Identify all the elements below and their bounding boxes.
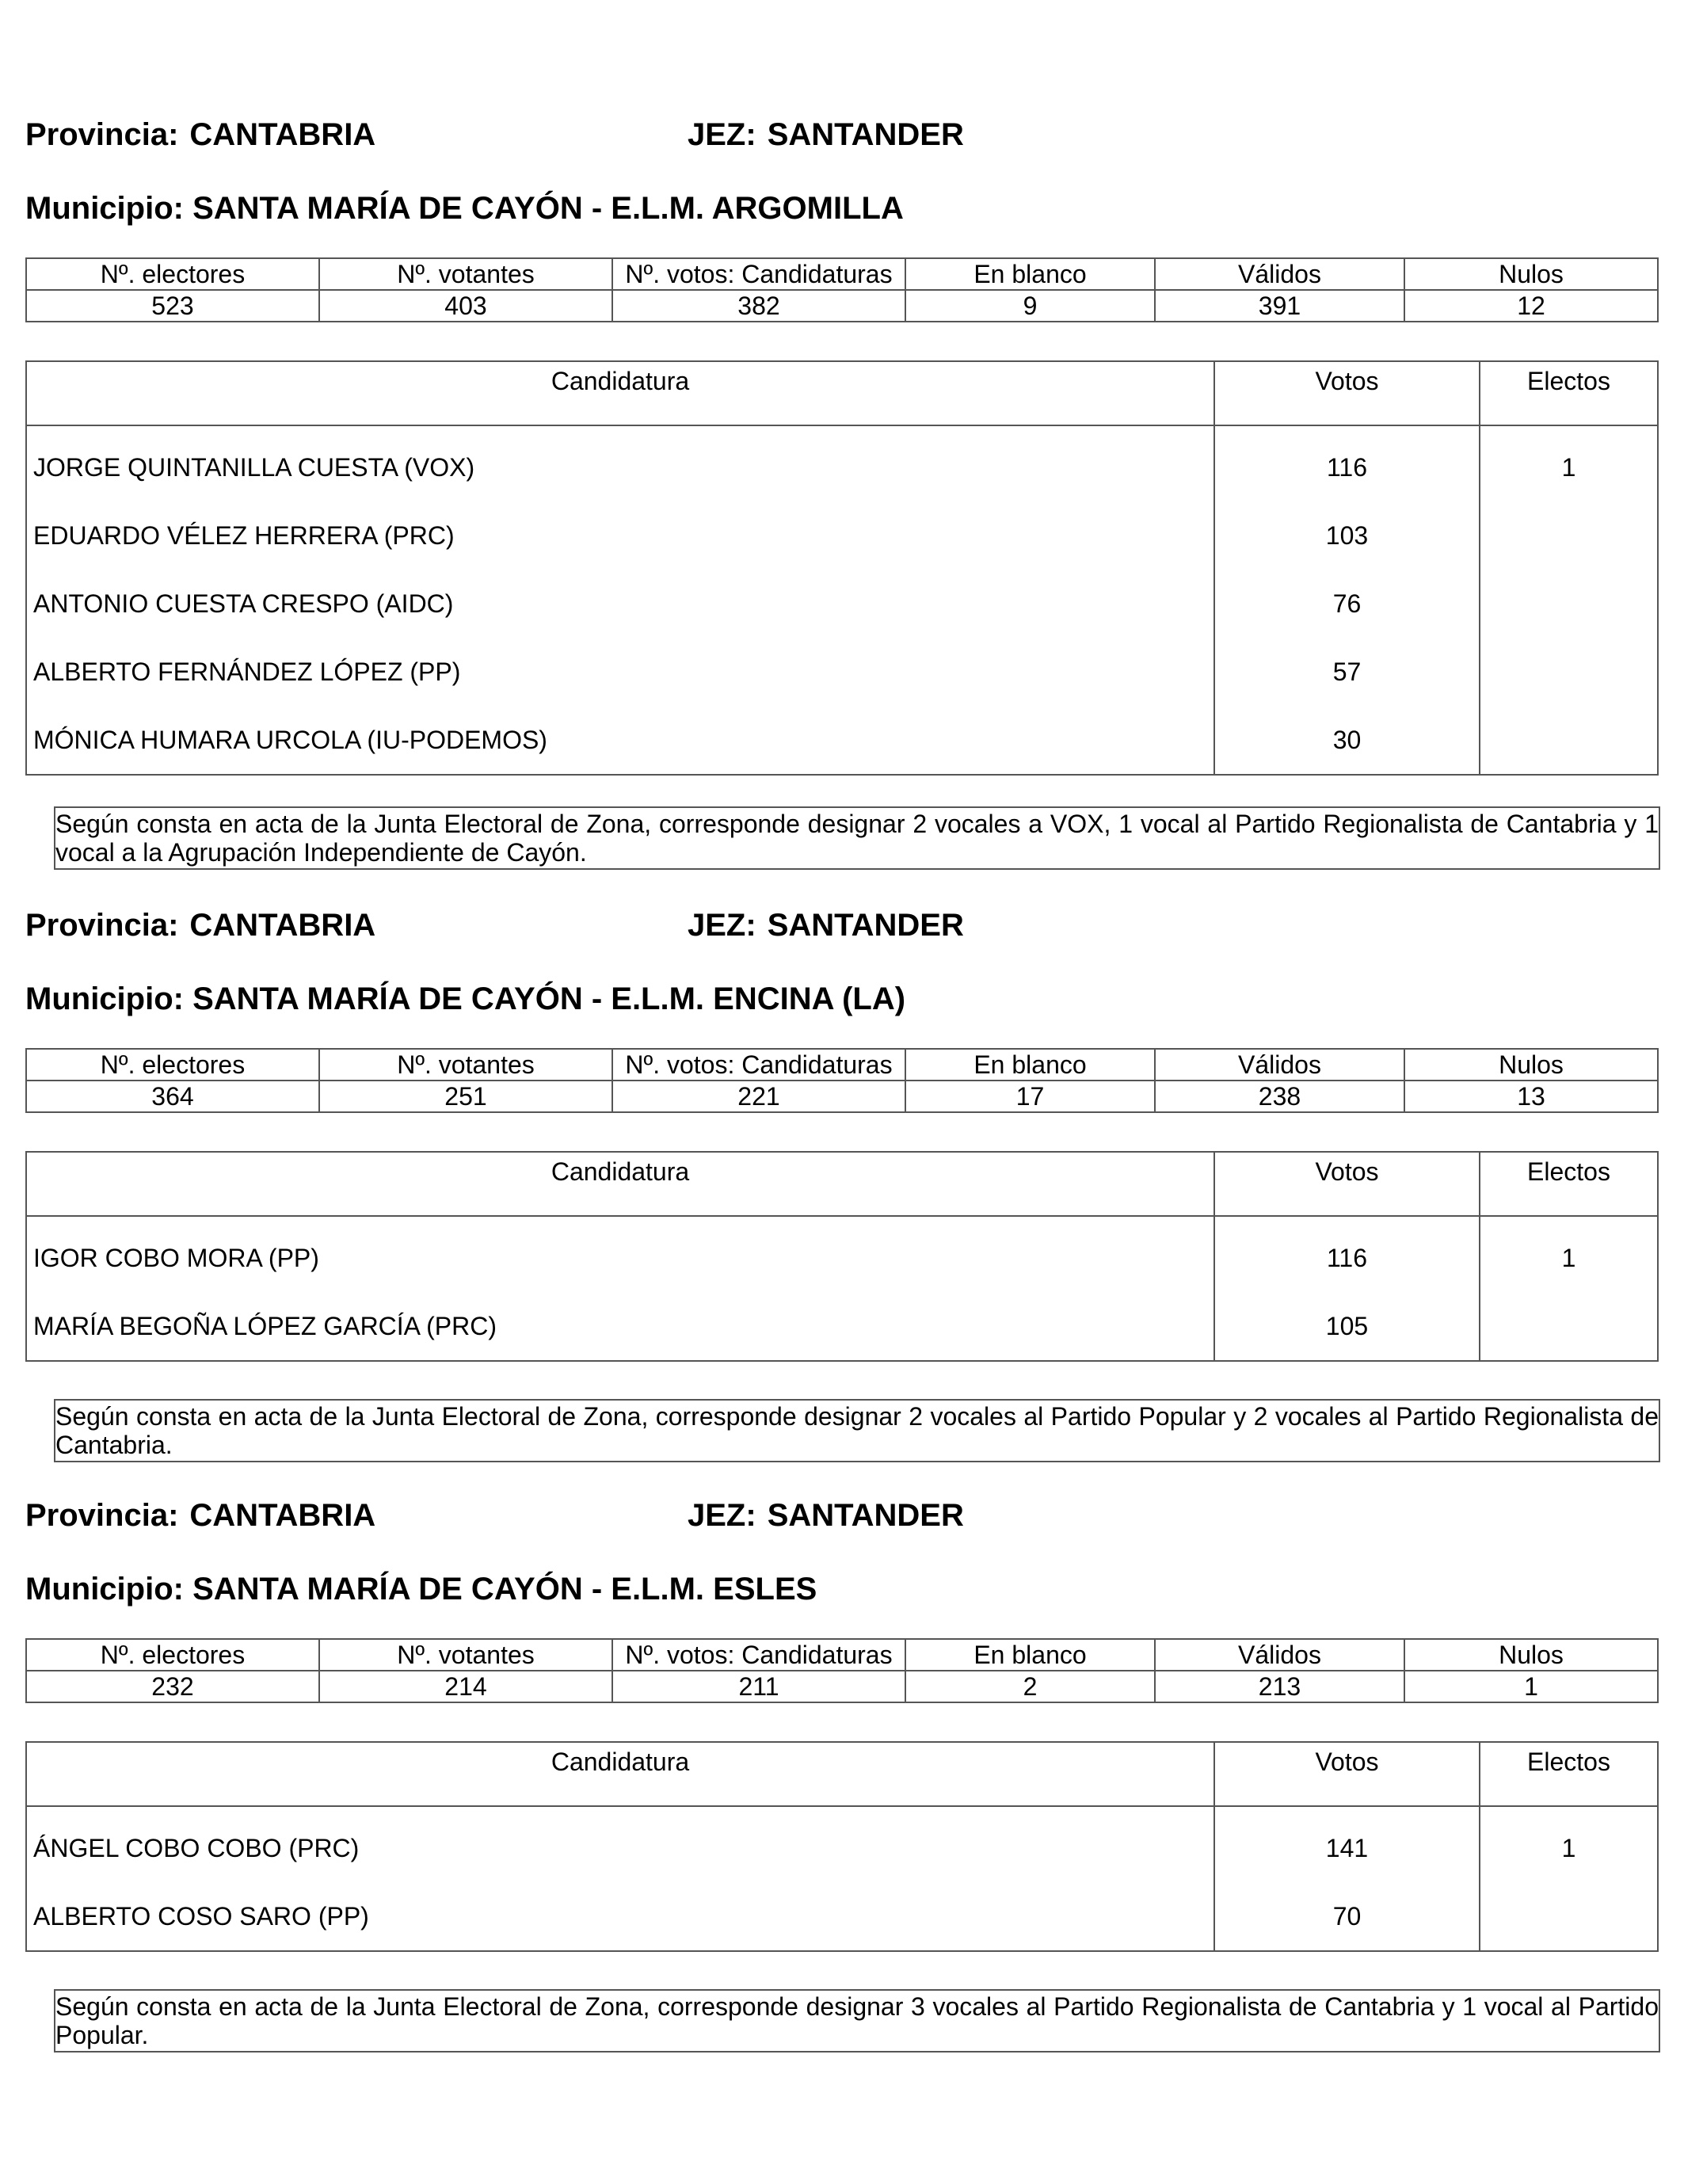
jez-label: JEZ:	[688, 908, 756, 943]
electos-header: Electos	[1480, 1742, 1658, 1806]
candidate-name: JORGE QUINTANILLA CUESTA (VOX)	[26, 425, 1214, 501]
candidate-electos	[1480, 501, 1658, 570]
candidate-electos: 1	[1480, 1216, 1658, 1292]
stats-header-cell: Válidos	[1155, 1049, 1404, 1081]
candidate-electos	[1480, 706, 1658, 775]
stats-value-cell: 403	[319, 290, 612, 322]
candidate-name: ALBERTO COSO SARO (PP)	[26, 1882, 1214, 1951]
stats-value-cell: 238	[1155, 1081, 1404, 1112]
jez-label: JEZ:	[688, 1498, 756, 1533]
stats-header-cell: Nº. votantes	[319, 1639, 612, 1671]
votos-header: Votos	[1214, 1742, 1480, 1806]
stats-table	[25, 1638, 1659, 1703]
provincia-value: CANTABRIA	[189, 908, 376, 943]
candidate-row	[26, 570, 1658, 638]
municipio-value: SANTA MARÍA DE CAYÓN - E.L.M. ESLES	[192, 1572, 817, 1607]
candidate-row	[26, 706, 1658, 775]
stats-value-cell: 382	[612, 290, 905, 322]
candidatura-header: Candidatura	[26, 1152, 1214, 1216]
jez-value: SANTANDER	[767, 117, 964, 152]
municipio-label: Municipio:	[25, 191, 184, 226]
jez-value: SANTANDER	[767, 908, 964, 943]
candidate-row	[26, 638, 1658, 706]
votos-header: Votos	[1214, 361, 1480, 425]
candidate-electos: 1	[1480, 1806, 1658, 1882]
stats-value-cell: 391	[1155, 290, 1404, 322]
jez-line	[688, 909, 964, 941]
stats-value-row	[26, 1671, 1658, 1702]
stats-header-cell: En blanco	[905, 258, 1155, 290]
candidates-header-row	[26, 361, 1658, 425]
candidate-row	[26, 1806, 1658, 1882]
stats-value-cell: 13	[1404, 1081, 1658, 1112]
provincia-label: Provincia:	[25, 117, 179, 152]
stats-value-row	[26, 1081, 1658, 1112]
candidate-row	[26, 425, 1658, 501]
candidate-name: MARÍA BEGOÑA LÓPEZ GARCÍA (PRC)	[26, 1292, 1214, 1361]
jez-line	[688, 1500, 964, 1531]
stats-header-cell: Nº. votos: Candidaturas	[612, 1639, 905, 1671]
jez-line	[688, 119, 964, 151]
candidate-electos	[1480, 638, 1658, 706]
stats-header-cell: Válidos	[1155, 1639, 1404, 1671]
stats-header-cell: Nulos	[1404, 1639, 1658, 1671]
municipio-line	[25, 1573, 817, 1605]
candidate-row	[26, 1882, 1658, 1951]
candidates-header-row	[26, 1742, 1658, 1806]
stats-header-row	[26, 1049, 1658, 1081]
candidate-votos: 76	[1214, 570, 1480, 638]
candidate-electos	[1480, 1882, 1658, 1951]
candidate-votos: 70	[1214, 1882, 1480, 1951]
candidate-row	[26, 1216, 1658, 1292]
provincia-value: CANTABRIA	[189, 117, 376, 152]
candidate-name: IGOR COBO MORA (PP)	[26, 1216, 1214, 1292]
stats-value-cell: 9	[905, 290, 1155, 322]
candidate-name: ANTONIO CUESTA CRESPO (AIDC)	[26, 570, 1214, 638]
candidate-name: ALBERTO FERNÁNDEZ LÓPEZ (PP)	[26, 638, 1214, 706]
acta-note: Según consta en acta de la Junta Electoral de Zona, corresponde designar 2 vocales a VOX, 1 vocal al Partido Regionalista de Cantabria y 1 vocal a la Agrupación Independiente de Cayón.	[54, 806, 1660, 870]
municipio-line	[25, 983, 905, 1015]
candidate-votos: 30	[1214, 706, 1480, 775]
stats-table	[25, 1048, 1659, 1113]
stats-value-row	[26, 290, 1658, 322]
provincia-line	[25, 1500, 375, 1531]
provincia-label: Provincia:	[25, 908, 179, 943]
stats-value-cell: 12	[1404, 290, 1658, 322]
candidate-votos: 141	[1214, 1806, 1480, 1882]
stats-header-cell: En blanco	[905, 1049, 1155, 1081]
municipio-label: Municipio:	[25, 981, 184, 1016]
candidate-electos: 1	[1480, 425, 1658, 501]
provincia-line	[25, 119, 375, 151]
candidate-name: ÁNGEL COBO COBO (PRC)	[26, 1806, 1214, 1882]
acta-note: Según consta en acta de la Junta Electoral de Zona, corresponde designar 2 vocales al Partido Popular y 2 vocales al Partido Regionalista de Cantabria.	[54, 1399, 1660, 1462]
stats-value-cell: 213	[1155, 1671, 1404, 1702]
provincia-label: Provincia:	[25, 1498, 179, 1533]
stats-value-cell: 232	[26, 1671, 319, 1702]
stats-value-cell: 214	[319, 1671, 612, 1702]
candidates-table	[25, 1151, 1659, 1362]
provincia-value: CANTABRIA	[189, 1498, 376, 1533]
candidate-votos: 116	[1214, 425, 1480, 501]
candidate-name: EDUARDO VÉLEZ HERRERA (PRC)	[26, 501, 1214, 570]
candidatura-header: Candidatura	[26, 361, 1214, 425]
stats-value-cell: 2	[905, 1671, 1155, 1702]
candidate-electos	[1480, 570, 1658, 638]
candidate-votos: 116	[1214, 1216, 1480, 1292]
candidatura-header: Candidatura	[26, 1742, 1214, 1806]
stats-value-cell: 17	[905, 1081, 1155, 1112]
stats-header-cell: Nº. votos: Candidaturas	[612, 1049, 905, 1081]
provincia-line	[25, 909, 375, 941]
municipio-value: SANTA MARÍA DE CAYÓN - E.L.M. ENCINA (LA)	[192, 981, 906, 1016]
jez-label: JEZ:	[688, 117, 756, 152]
stats-header-cell: Válidos	[1155, 258, 1404, 290]
municipio-label: Municipio:	[25, 1572, 184, 1607]
candidate-row	[26, 501, 1658, 570]
stats-header-cell: Nº. votantes	[319, 1049, 612, 1081]
stats-value-cell: 523	[26, 290, 319, 322]
electos-header: Electos	[1480, 1152, 1658, 1216]
stats-header-cell: Nº. electores	[26, 258, 319, 290]
municipio-line	[25, 192, 904, 224]
stats-value-cell: 1	[1404, 1671, 1658, 1702]
stats-value-cell: 221	[612, 1081, 905, 1112]
stats-header-cell: Nulos	[1404, 258, 1658, 290]
electos-header: Electos	[1480, 361, 1658, 425]
stats-value-cell: 251	[319, 1081, 612, 1112]
stats-table	[25, 257, 1659, 322]
candidate-votos: 105	[1214, 1292, 1480, 1361]
stats-header-cell: Nº. electores	[26, 1049, 319, 1081]
stats-header-cell: Nulos	[1404, 1049, 1658, 1081]
stats-header-cell: Nº. electores	[26, 1639, 319, 1671]
stats-header-row	[26, 1639, 1658, 1671]
candidate-row	[26, 1292, 1658, 1361]
candidates-table	[25, 1741, 1659, 1952]
stats-header-row	[26, 258, 1658, 290]
acta-note: Según consta en acta de la Junta Electoral de Zona, corresponde designar 3 vocales al Partido Regionalista de Cantabria y 1 vocal al Partido Popular.	[54, 1989, 1660, 2053]
stats-value-cell: 364	[26, 1081, 319, 1112]
stats-value-cell: 211	[612, 1671, 905, 1702]
candidate-name: MÓNICA HUMARA URCOLA (IU-PODEMOS)	[26, 706, 1214, 775]
municipio-value: SANTA MARÍA DE CAYÓN - E.L.M. ARGOMILLA	[192, 191, 904, 226]
candidates-header-row	[26, 1152, 1658, 1216]
stats-header-cell: Nº. votos: Candidaturas	[612, 258, 905, 290]
candidates-table	[25, 360, 1659, 776]
candidate-votos: 57	[1214, 638, 1480, 706]
stats-header-cell: Nº. votantes	[319, 258, 612, 290]
stats-header-cell: En blanco	[905, 1639, 1155, 1671]
candidate-votos: 103	[1214, 501, 1480, 570]
votos-header: Votos	[1214, 1152, 1480, 1216]
candidate-electos	[1480, 1292, 1658, 1361]
jez-value: SANTANDER	[767, 1498, 964, 1533]
